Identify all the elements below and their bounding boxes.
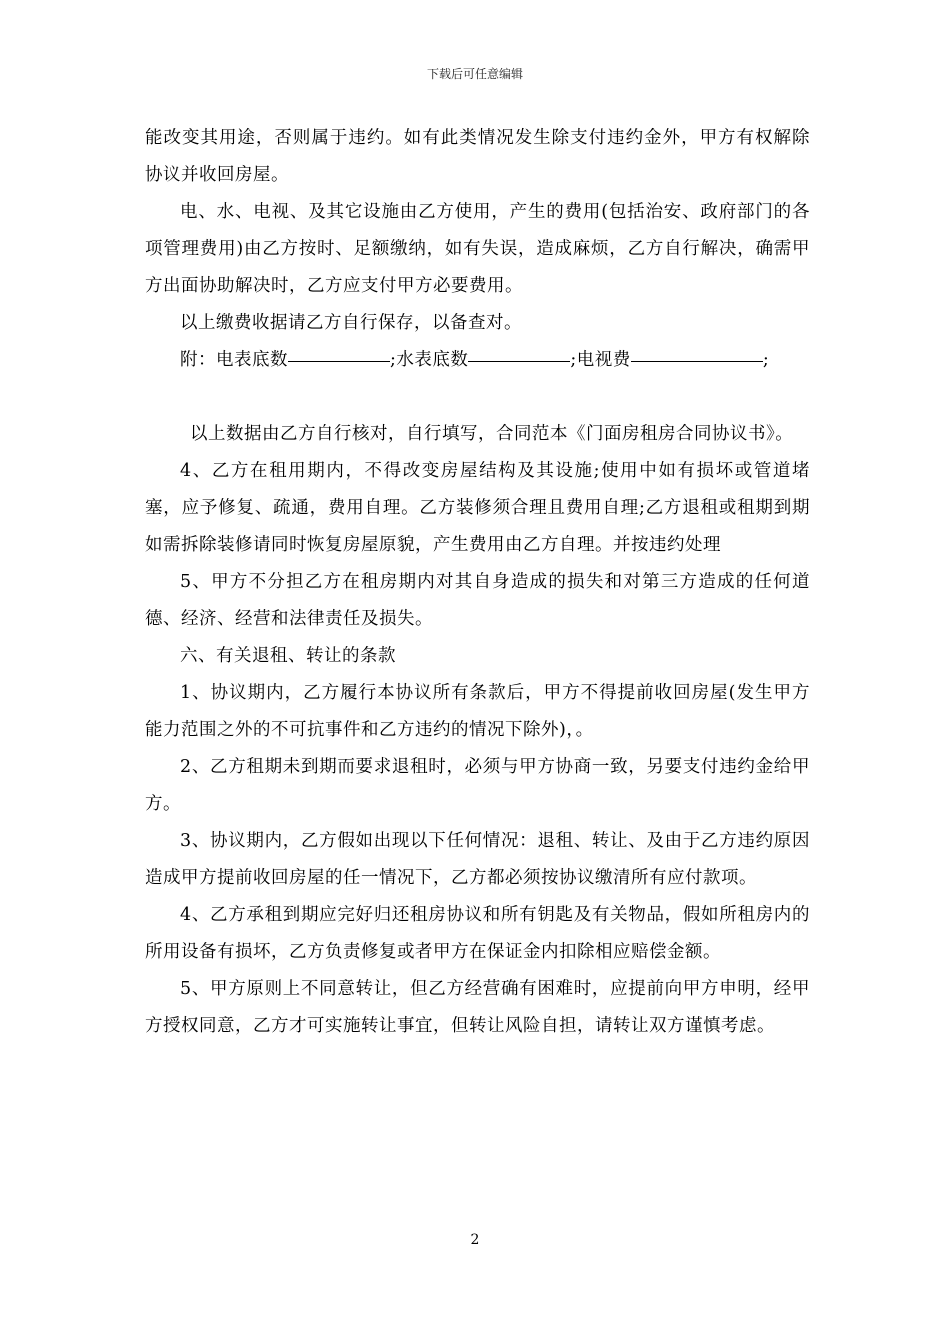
page-number: 2 (470, 1232, 480, 1248)
paragraph-clause-3-payment: 3、协议期内，乙方假如出现以下任何情况：退租、转让、及由于乙方违约原因造成甲方提前收回房屋的任一情况下，乙方都必须按协议缴清所有应付款项。 (145, 831, 810, 888)
paragraph-meter-readings (145, 342, 810, 379)
paragraph-utilities: 电、水、电视、及其它设施由乙方使用，产生的费用(包括治安、政府部门的各项管理费用)由乙方按时、足额缴纳，如有失误，造成麻烦，乙方自行解决，确需甲方出面协助解决时，乙方应支付甲方必要费用。 (145, 202, 810, 296)
document-body (145, 120, 810, 1045)
paragraph-receipts: 以上缴费收据请乙方自行保存，以备查对。 (180, 313, 522, 333)
paragraph-clause-5-liability: 5、甲方不分担乙方在租房期内对其自身造成的损失和对第三方造成的任何道德、经济、经营和法律责任及损失。 (145, 572, 810, 629)
paragraph-clause-1-term: 1、协议期内，乙方履行本协议所有条款后，甲方不得提前收回房屋(发生甲方能力范围之外的不可抗事件和乙方违约的情况下除外)，。 (145, 683, 810, 740)
paragraph-clause-4-return: 4、乙方承租到期应完好归还租房协议和所有钥匙及有关物品，假如所租房内的所用设备有损坏，乙方负责修复或者甲方在保证金内扣除相应赔偿金额。 (145, 905, 810, 962)
tv-fee-blank (631, 360, 763, 362)
section-heading-six: 六、有关退租、转让的条款 (180, 646, 396, 666)
electric-meter-blank (288, 360, 390, 362)
water-meter-label: ;水表底数 (390, 350, 469, 370)
meter-end-mark: ; (762, 350, 770, 370)
tv-fee-label: ;电视费 (570, 350, 631, 370)
paragraph-usage-violation: 能改变其用途，否则属于违约。如有此类情况发生除支付违约金外，甲方有权解除协议并收回房屋。 (145, 128, 810, 185)
paragraph-clause-4-structure: 4、乙方在租用期内，不得改变房屋结构及其设施;使用中如有损坏或管道堵塞，应予修复、疏通，费用自理。乙方装修须合理且费用自理;乙方退租或租期到期如需拆除装修请同时恢复房屋原貌，产生费用由乙方自理。并按违约处理 (145, 461, 810, 555)
page-header: 下载后可任意编辑 (426, 67, 523, 81)
water-meter-blank (468, 360, 570, 362)
blank-line (145, 379, 810, 416)
paragraph-data-check: 以上数据由乙方自行核对，自行填写，合同范本《门面房租房合同协议书》。 (190, 424, 794, 444)
paragraph-clause-2-early-exit: 2、乙方租期未到期而要求退租时，必须与甲方协商一致，另要支付违约金给甲方。 (145, 757, 810, 814)
electric-meter-label: 附：电表底数 (180, 350, 288, 370)
paragraph-clause-5-transfer: 5、甲方原则上不同意转让，但乙方经营确有困难时，应提前向甲方申明，经甲方授权同意，乙方才可实施转让事宜，但转让风险自担，请转让双方谨慎考虑。 (145, 979, 810, 1036)
